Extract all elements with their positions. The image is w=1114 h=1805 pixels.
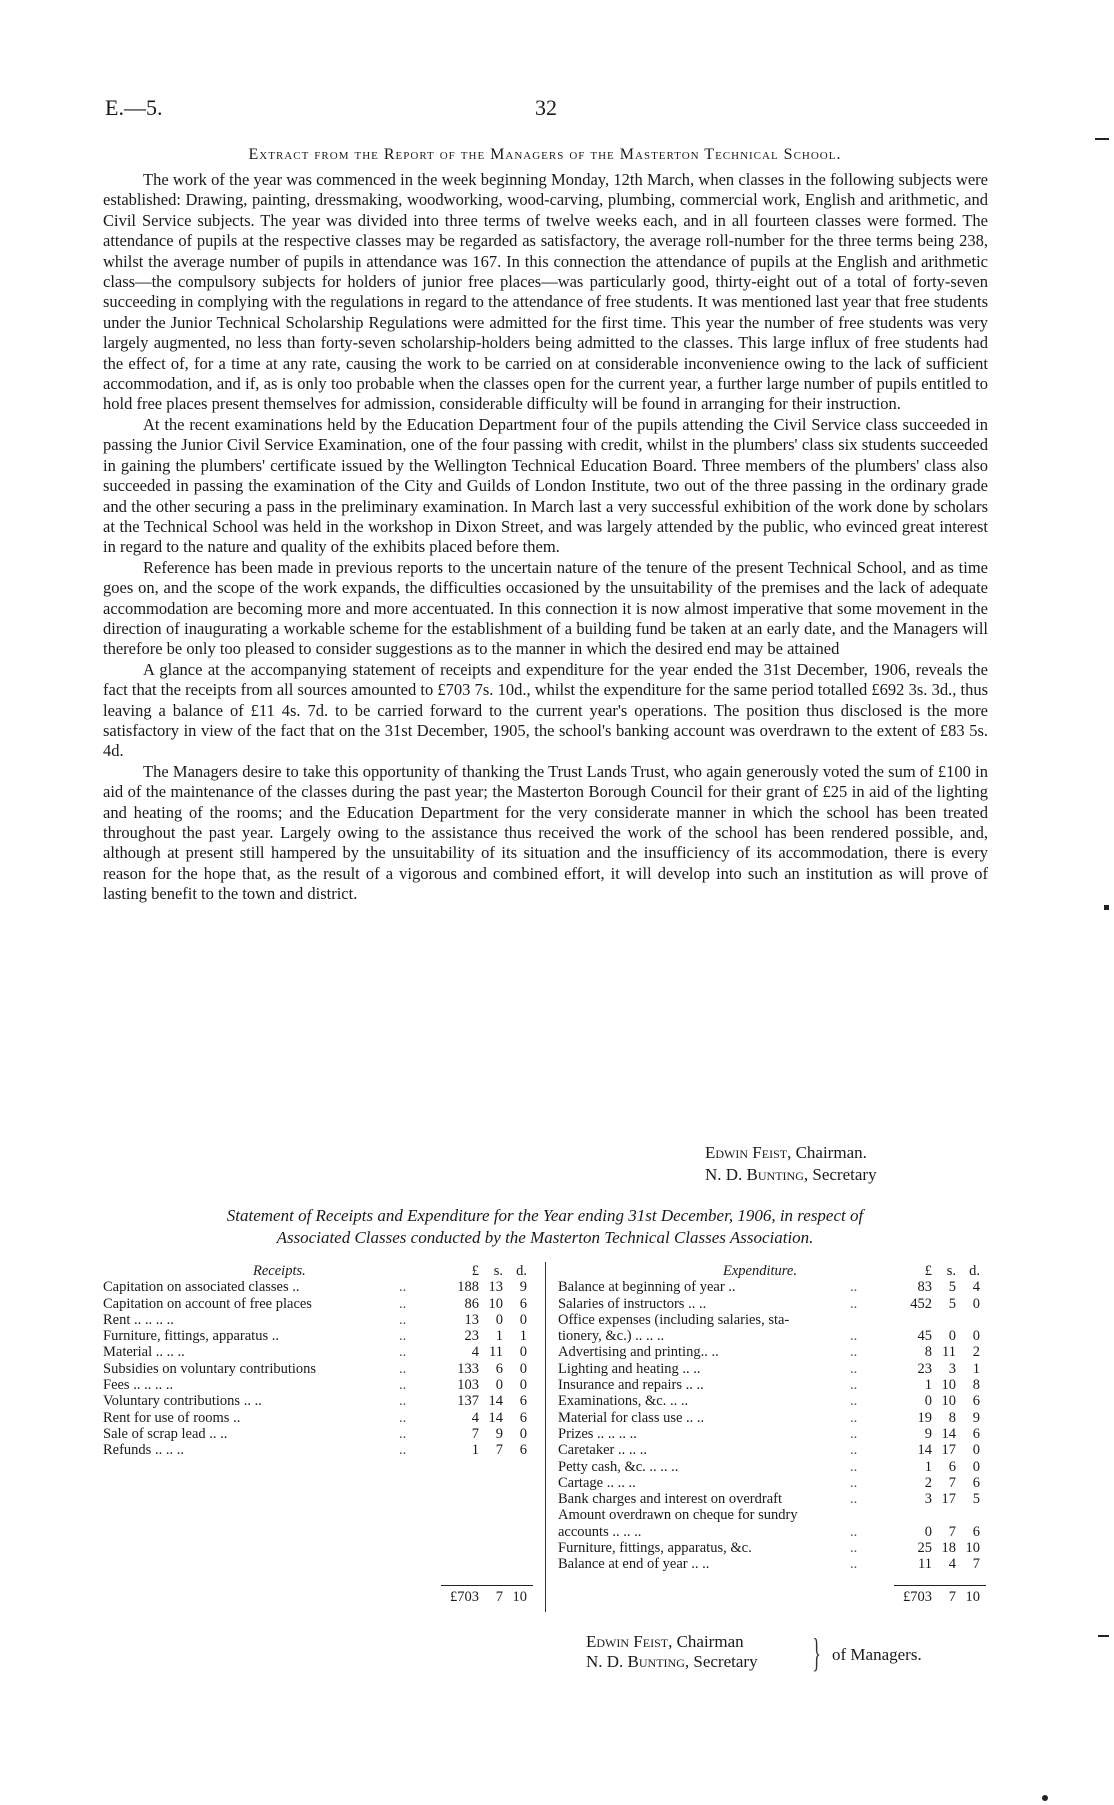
total-rule: [894, 1585, 986, 1586]
row-pence: 8: [972, 1377, 980, 1394]
row-pounds: 11: [918, 1556, 932, 1573]
row-item: Advertising and printing.. ..: [558, 1344, 719, 1361]
row-shillings: 10: [941, 1393, 956, 1410]
row-shillings: 14: [941, 1425, 956, 1442]
row-item: Sale of scrap lead .. ..: [103, 1425, 228, 1442]
total-pounds: £703: [903, 1589, 932, 1605]
receipts-table: [103, 1263, 533, 1608]
secretary-name: N. D. Bunting: [705, 1165, 804, 1184]
row-shillings: 5: [948, 1295, 956, 1312]
row-item: Voluntary contributions .. ..: [103, 1393, 262, 1410]
pounds-header: £: [924, 1263, 932, 1279]
statement-signature: [586, 1632, 758, 1672]
scan-mark: [1104, 905, 1109, 910]
table-row: [558, 1524, 988, 1540]
row-item: Petty cash, &c. .. .. ..: [558, 1458, 679, 1475]
row-leader: ..: [850, 1474, 858, 1491]
table-row: [558, 1377, 988, 1393]
expenditure-rows: [558, 1279, 988, 1572]
paragraph: Reference has been made in previous reports to the uncertain nature of the tenure of the present Technical School, and as time goes on, and the scope of the work expands, the difficulties occasioned by the unsuitability of the premises and the lack of adequate accommodation are becoming more and more accentuated. In this connection it is now almost imperative that some movement in the direction of inaugurating a workable scheme for the establishment of a building fund be taken at an early date, and the Managers will therefore be only too pleased to consider suggestions as to the manner in which the desired end may be attained: [103, 557, 988, 659]
row-pounds: 137: [457, 1393, 479, 1410]
receipts-header-row: [103, 1263, 533, 1279]
row-shillings: 14: [488, 1409, 503, 1426]
row-pounds: 19: [917, 1409, 932, 1426]
row-shillings: 11: [942, 1344, 956, 1361]
chairman-name: Edwin Feist: [705, 1143, 788, 1162]
of-managers-label: of Managers.: [832, 1645, 922, 1664]
total-shillings: 7: [495, 1589, 503, 1605]
row-shillings: 0: [495, 1377, 503, 1394]
row-shillings: 0: [948, 1328, 956, 1345]
table-row: [103, 1426, 533, 1442]
table-row: [558, 1475, 988, 1491]
row-item: Rent for use of rooms ..: [103, 1409, 241, 1426]
row-pounds: 103: [457, 1377, 479, 1394]
chairman-role: , Chairman.: [787, 1143, 867, 1162]
row-shillings: 11: [489, 1344, 503, 1361]
pence-header: d.: [516, 1263, 527, 1279]
row-shillings: 7: [948, 1523, 956, 1540]
table-row: [103, 1410, 533, 1426]
total-pence: 10: [512, 1589, 527, 1605]
table-row: [103, 1279, 533, 1295]
total-pounds: £703: [450, 1589, 479, 1605]
row-leader: ..: [399, 1409, 407, 1426]
table-row: [558, 1312, 988, 1328]
row-leader: ..: [399, 1295, 407, 1312]
row-item: Lighting and heating .. ..: [558, 1360, 701, 1377]
row-shillings: 7: [495, 1442, 503, 1459]
row-pence: 7: [972, 1556, 980, 1573]
row-item: Fees .. .. .. ..: [103, 1377, 174, 1394]
row-pounds: 2: [924, 1474, 932, 1491]
row-item: Furniture, fittings, apparatus ..: [103, 1328, 279, 1345]
row-pounds: 1: [924, 1377, 932, 1394]
row-pounds: 9: [924, 1425, 932, 1442]
row-leader: ..: [399, 1344, 407, 1361]
table-row: [558, 1328, 988, 1344]
row-shillings: 17: [941, 1491, 956, 1508]
row-shillings: 18: [941, 1540, 956, 1557]
brace: }: [812, 1630, 821, 1675]
statement-title: [100, 1205, 990, 1249]
row-leader: ..: [850, 1279, 858, 1296]
row-pence: 4: [972, 1279, 980, 1296]
row-item: Balance at end of year .. ..: [558, 1556, 710, 1573]
table-row: [558, 1491, 988, 1507]
chairman-role: , Chairman: [668, 1632, 744, 1651]
row-item: Bank charges and interest on overdraft: [558, 1491, 782, 1508]
row-pounds: 4: [471, 1409, 479, 1426]
row-shillings: 7: [948, 1474, 956, 1491]
row-pence: 6: [519, 1442, 527, 1459]
scan-mark: [1095, 138, 1109, 140]
row-leader: ..: [850, 1377, 858, 1394]
row-leader: ..: [399, 1311, 407, 1328]
table-row: [558, 1556, 988, 1572]
table-row: [558, 1442, 988, 1458]
pence-header: d.: [969, 1263, 980, 1279]
row-leader: ..: [850, 1328, 858, 1345]
row-pounds: 133: [457, 1360, 479, 1377]
row-shillings: 17: [941, 1442, 956, 1459]
row-leader: ..: [399, 1393, 407, 1410]
scan-mark: [1098, 1635, 1109, 1637]
row-pence: 6: [972, 1393, 980, 1410]
row-item: Cartage .. .. ..: [558, 1474, 636, 1491]
row-item: Insurance and repairs .. ..: [558, 1377, 704, 1394]
total-rule: [441, 1585, 533, 1586]
row-pence: 0: [972, 1442, 980, 1459]
row-shillings: 10: [488, 1295, 503, 1312]
row-shillings: 0: [495, 1311, 503, 1328]
row-pence: 0: [519, 1425, 527, 1442]
row-pence: 6: [972, 1523, 980, 1540]
row-item: Furniture, fittings, apparatus, &c.: [558, 1540, 752, 1557]
table-row: [103, 1344, 533, 1360]
row-item: Material .. .. ..: [103, 1344, 185, 1361]
table-row: [558, 1344, 988, 1360]
expenditure-heading: Expenditure.: [723, 1263, 797, 1279]
secretary-role: , Secretary: [803, 1165, 877, 1184]
row-pounds: 86: [464, 1295, 479, 1312]
table-row: [558, 1540, 988, 1556]
row-leader: ..: [850, 1556, 858, 1573]
paragraph: A glance at the accompanying statement of receipts and expenditure for the year ended the 31st December, 1906, reveals the fact that the receipts from all sources amounted to £703 7s. 10d., whilst the expenditure for the same period totalled £692 3s. 3d., thus leaving a balance of £11 4s. 7d. to be carried forward to the current year's operations. The position thus disclosed is the more satisfactory in view of the fact that on the 31st December, 1905, the school's banking account was overdrawn to the extent of £83 5s. 4d.: [103, 659, 988, 761]
page-number: 32: [535, 95, 557, 120]
chairman-name: Edwin Feist: [586, 1632, 669, 1651]
row-leader: ..: [850, 1295, 858, 1312]
shillings-header: s.: [946, 1263, 956, 1279]
row-shillings: 5: [948, 1279, 956, 1296]
row-item: Rent .. .. .. ..: [103, 1311, 174, 1328]
secretary-role: , Secretary: [684, 1652, 758, 1671]
row-leader: ..: [850, 1442, 858, 1459]
row-item: Prizes .. .. .. ..: [558, 1425, 637, 1442]
pounds-header: £: [471, 1263, 479, 1279]
row-pounds: 0: [924, 1393, 932, 1410]
table-row: [103, 1442, 533, 1458]
paragraph: The work of the year was commenced in the week beginning Monday, 12th March, when classes in the following subjects were established: Drawing, painting, dressmaking, woodworking, wood-carving, plumbing, commercial work, English and arithmetic, and Civil Service subjects. The year was divided into three terms of twelve weeks each, and in all fourteen classes were formed. The attendance of pupils at the respective classes may be regarded as satisfactory, the average roll-number for the three terms being 238, whilst the average number of pupils in attendance was 167. In this connection the attendance of pupils at the English and arithmetic class—the compulsory subjects for holders of junior free places—was particularly good, thirty-eight out of a total of forty-seven succeeding in complying with the regulations in regard to the attendance of free students. It was mentioned last year that free students under the Junior Technical Scholarship Regulations were admitted for the first time. This year the number of free students was very largely augmented, no less than forty-seven scholarship-holders being admitted to the classes. This large influx of free students had the effect of, for a time at any rate, causing the work to be carried on at considerable inconvenience owing to the lack of sufficient accommodation, and if, as is only too probable when the classes open for the current year, a further large number of pupils entitled to hold free places present themselves for admission, considerable difficulty will be found in arranging for their instruction.: [103, 170, 988, 414]
table-row: [558, 1279, 988, 1295]
statement-title-line: Statement of Receipts and Expenditure for the Year ending 31st December, 1906, in respect of: [226, 1206, 864, 1225]
row-pence: 1: [519, 1328, 527, 1345]
row-shillings: 8: [948, 1409, 956, 1426]
row-pounds: 83: [917, 1279, 932, 1296]
row-leader: ..: [850, 1393, 858, 1410]
row-pence: 0: [519, 1344, 527, 1361]
table-row: [103, 1377, 533, 1393]
row-item: Office expenses (including salaries, sta-: [558, 1311, 790, 1328]
row-pence: 6: [519, 1409, 527, 1426]
row-leader: ..: [850, 1425, 858, 1442]
row-pence: 5: [972, 1491, 980, 1508]
scan-mark: [1042, 1795, 1048, 1801]
row-leader: ..: [399, 1377, 407, 1394]
table-row: [103, 1361, 533, 1377]
table-row: [558, 1507, 988, 1523]
receipts-rows: [103, 1279, 533, 1458]
row-item: Examinations, &c. .. ..: [558, 1393, 689, 1410]
row-pence: 0: [519, 1360, 527, 1377]
row-pounds: 3: [924, 1491, 932, 1508]
row-item: Capitation on account of free places: [103, 1295, 312, 1312]
row-item: Caretaker .. .. ..: [558, 1442, 647, 1459]
row-pence: 6: [519, 1393, 527, 1410]
row-pence: 6: [972, 1425, 980, 1442]
row-leader: ..: [850, 1344, 858, 1361]
row-leader: ..: [850, 1409, 858, 1426]
section-title: Extract from the Report of the Managers of the Masterton Technical School.: [248, 146, 842, 163]
shillings-header: s.: [493, 1263, 503, 1279]
row-leader: ..: [399, 1442, 407, 1459]
row-pounds: 452: [910, 1295, 932, 1312]
row-item: Subsidies on voluntary contributions: [103, 1360, 317, 1377]
report-body: [103, 170, 988, 905]
table-row: [558, 1393, 988, 1409]
row-shillings: 13: [488, 1279, 503, 1296]
row-item: Salaries of instructors .. ..: [558, 1295, 707, 1312]
paragraph: The Managers desire to take this opportunity of thanking the Trust Lands Trust, who again generously voted the sum of £100 in aid of the maintenance of the classes during the past year; the Masterton Borough Council for their grant of £25 in aid of the lighting and heating of the rooms; and the Education Department for the very considerate manner in which the school has been treated throughout the past year. Largely owing to the assistance thus received the work of the school has been rendered possible, and, although at present still hampered by the unsuitability of its situation and the insufficiency of its accommodation, there is every reason for the hope that, as the result of a vigorous and combined effort, it will develop into such an institution as will prove of lasting benefit to the town and district.: [103, 761, 988, 904]
row-item: Capitation on associated classes ..: [103, 1279, 300, 1296]
row-pence: 9: [972, 1409, 980, 1426]
row-pounds: 188: [457, 1279, 479, 1296]
row-leader: ..: [850, 1458, 858, 1475]
receipts-heading: Receipts.: [253, 1263, 306, 1279]
row-leader: ..: [399, 1279, 407, 1296]
row-item: Amount overdrawn on cheque for sundry: [558, 1507, 798, 1524]
table-row: [558, 1426, 988, 1442]
row-pence: 0: [972, 1328, 980, 1345]
row-item: tionery, &c.) .. .. ..: [558, 1328, 665, 1345]
row-pounds: 0: [924, 1523, 932, 1540]
row-pence: 6: [972, 1474, 980, 1491]
row-leader: ..: [850, 1491, 858, 1508]
row-shillings: 4: [948, 1556, 956, 1573]
statement-title-line: Associated Classes conducted by the Masterton Technical Classes Association.: [276, 1228, 814, 1247]
row-pounds: 13: [464, 1311, 479, 1328]
table-row: [103, 1393, 533, 1409]
row-pence: 6: [519, 1295, 527, 1312]
row-leader: ..: [850, 1360, 858, 1377]
row-pence: 1: [972, 1360, 980, 1377]
table-row: [558, 1296, 988, 1312]
row-pounds: 45: [917, 1328, 932, 1345]
row-item: Refunds .. .. ..: [103, 1442, 184, 1459]
row-pounds: 8: [924, 1344, 932, 1361]
row-item: Material for class use .. ..: [558, 1409, 705, 1426]
expenditure-table: [558, 1263, 988, 1608]
row-pence: 0: [519, 1377, 527, 1394]
total-shillings: 7: [948, 1589, 956, 1605]
row-item: Balance at beginning of year ..: [558, 1279, 736, 1296]
table-row: [558, 1361, 988, 1377]
table-row: [558, 1459, 988, 1475]
row-shillings: 10: [941, 1377, 956, 1394]
row-pounds: 1: [924, 1458, 932, 1475]
row-pounds: 25: [917, 1540, 932, 1557]
row-leader: ..: [399, 1328, 407, 1345]
paragraph: At the recent examinations held by the Education Department four of the pupils attending the Civil Service class succeeded in passing the Junior Civil Service Examination, one of the four passing with credit, whilst in the plumbers' class six students succeeded in gaining the plumbers' certificate issued by the Wellington Technical Education Board. Three members of the plumbers' class also succeeded in passing the examination of the City and Guilds of London Institute, two out of the three passing in the ordinary grade and the other securing a pass in the preliminary examination. In March last a very successful exhibition of the work done by scholars at the Technical School was held in the workshop in Dixon Street, and was largely attended by the public, who evinced great interest in regard to the nature and quality of the exhibits placed before them.: [103, 414, 988, 557]
expenditure-total-row: [558, 1589, 988, 1605]
row-shillings: 3: [948, 1360, 956, 1377]
row-pounds: 1: [471, 1442, 479, 1459]
row-shillings: 9: [495, 1425, 503, 1442]
row-shillings: 6: [495, 1360, 503, 1377]
row-pence: 9: [519, 1279, 527, 1296]
row-pence: 0: [972, 1458, 980, 1475]
row-leader: ..: [399, 1425, 407, 1442]
row-pence: 2: [972, 1344, 980, 1361]
row-leader: ..: [850, 1523, 858, 1540]
row-item: accounts .. .. ..: [558, 1523, 642, 1540]
row-leader: ..: [850, 1540, 858, 1557]
row-pence: 0: [972, 1295, 980, 1312]
document-reference: E.—5.: [105, 95, 163, 120]
row-pounds: 14: [917, 1442, 932, 1459]
row-pounds: 23: [917, 1360, 932, 1377]
table-row: [103, 1328, 533, 1344]
row-leader: ..: [399, 1360, 407, 1377]
row-pounds: 7: [471, 1425, 479, 1442]
expenditure-header-row: [558, 1263, 988, 1279]
row-shillings: 1: [495, 1328, 503, 1345]
secretary-name: N. D. Bunting: [586, 1652, 685, 1671]
table-row: [558, 1410, 988, 1426]
row-pounds: 23: [464, 1328, 479, 1345]
total-pence: 10: [965, 1589, 980, 1605]
report-signature: [705, 1142, 877, 1186]
row-pence: 10: [965, 1540, 980, 1557]
row-pounds: 4: [471, 1344, 479, 1361]
table-row: [103, 1296, 533, 1312]
row-shillings: 6: [948, 1458, 956, 1475]
column-divider: [545, 1262, 546, 1612]
table-row: [103, 1312, 533, 1328]
row-shillings: 14: [488, 1393, 503, 1410]
receipts-total-row: [103, 1589, 533, 1605]
row-pence: 0: [519, 1311, 527, 1328]
